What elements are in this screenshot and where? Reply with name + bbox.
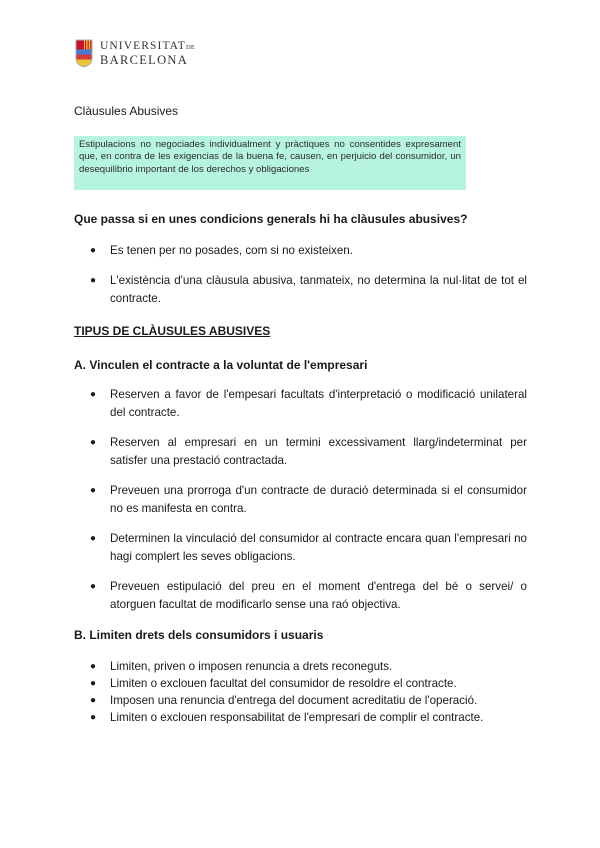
bullet-icon: ● bbox=[90, 581, 97, 592]
list-item-text: Reserven al empresari en un termini excessivament llarg/indeterminat per satisfer una prestació contractada. bbox=[110, 436, 527, 467]
list-item bbox=[90, 709, 527, 726]
list-item bbox=[90, 675, 527, 692]
bullet-icon: ● bbox=[90, 275, 97, 286]
bullet-icon: ● bbox=[90, 695, 97, 706]
university-crest-icon bbox=[74, 38, 94, 68]
list-item bbox=[90, 386, 527, 422]
section-a-heading: A. Vinculen el contracte a la voluntat de l'empresari bbox=[74, 358, 368, 372]
list-item-text: Reserven a favor de l'empesari facultats d'interpretació o modificació unilateral del contracte. bbox=[110, 388, 527, 419]
list-item-text: Imposen una renuncia d'entrega del document acreditatiu de l'operació. bbox=[110, 694, 478, 707]
list-item bbox=[90, 434, 527, 470]
section-b-list bbox=[90, 658, 527, 726]
logo-line1: UNIVERSITAT bbox=[100, 39, 186, 52]
list-item bbox=[90, 530, 527, 566]
list-item-text: Preveuen una prorroga d'un contracte de duració determinada si el consumidor no es manifesta en contra. bbox=[110, 484, 527, 515]
bullet-icon: ● bbox=[90, 678, 97, 689]
list-item-text: Es tenen per no posades, com si no existeixen. bbox=[110, 244, 353, 257]
bullet-icon: ● bbox=[90, 245, 97, 256]
list-item-text: Determinen la vinculació del consumidor al contracte encara quan l'empresari no hagi complert les seves obligacions. bbox=[110, 532, 527, 563]
bullet-icon: ● bbox=[90, 712, 97, 723]
list-item-text: Limiten o exclouen responsabilitat de l'empresari de complir el contracte. bbox=[110, 711, 484, 724]
list-item-text: L'existència d'una clàusula abusiva, tanmateix, no determina la nul·litat de tot el contracte. bbox=[110, 274, 527, 305]
types-heading: TIPUS DE CLÀUSULES ABUSIVES bbox=[74, 324, 271, 338]
section-b-heading: B. Limiten drets dels consumidors i usuaris bbox=[74, 628, 324, 642]
list-item bbox=[90, 692, 527, 709]
document-title: Clàusules Abusives bbox=[74, 104, 179, 118]
bullet-icon: ● bbox=[90, 389, 97, 400]
list-item bbox=[90, 242, 527, 260]
bullet-icon: ● bbox=[90, 661, 97, 672]
university-logo bbox=[74, 38, 195, 68]
bullet-icon: ● bbox=[90, 485, 97, 496]
list-item-text: Limiten, priven o imposen renuncia a drets reconeguts. bbox=[110, 660, 393, 673]
question-list bbox=[90, 242, 527, 320]
list-item-text: Preveuen estipulació del preu en el moment d'entrega del bé o servei/ o atorguen facultat de modificarlo sense una raó objectiva. bbox=[110, 580, 527, 611]
bullet-icon: ● bbox=[90, 437, 97, 448]
definition-highlight: Estipulacions no negociades individualment y pràctiques no consentides expresament que, en contra de les exigencias de la buena fe, causen, en perjuicio del consumidor, un desequilibrio important de los derechos y obligaciones bbox=[74, 136, 466, 190]
list-item bbox=[90, 658, 527, 675]
logo-line1-small: DE bbox=[185, 43, 196, 51]
section-a-list bbox=[90, 386, 527, 626]
logo-wordmark bbox=[100, 40, 195, 67]
bullet-icon: ● bbox=[90, 533, 97, 544]
logo-line2: BARCELONA bbox=[100, 52, 189, 67]
list-item bbox=[90, 482, 527, 518]
question-heading: Que passa si en unes condicions generals hi ha clàusules abusives? bbox=[74, 212, 468, 226]
list-item bbox=[90, 272, 527, 308]
list-item-text: Limiten o exclouen facultat del consumidor de resoldre el contracte. bbox=[110, 677, 457, 690]
list-item bbox=[90, 578, 527, 614]
